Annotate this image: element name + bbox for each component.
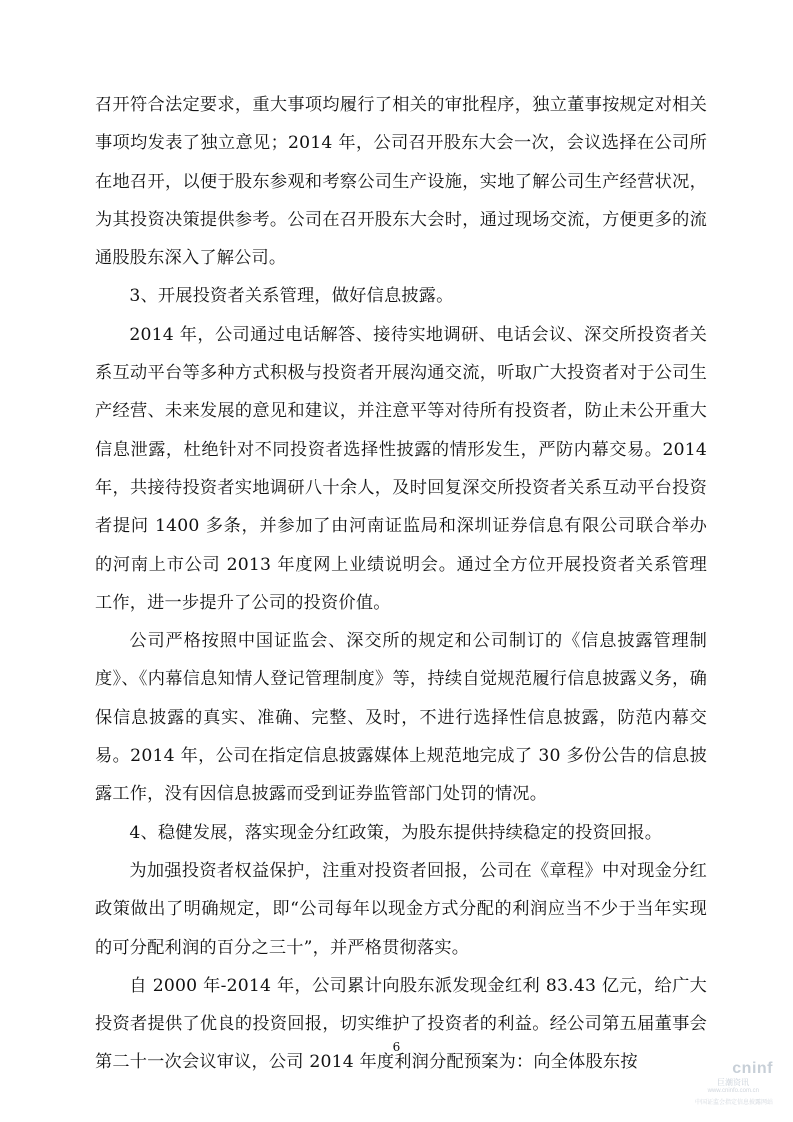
watermark-tagline: 中国证监会指定信息披露网站: [694, 1100, 773, 1106]
paragraph-dividend-policy: 为加强投资者权益保护，注重对投资者回报，公司在《章程》中对现金分红政策做出了明确规定，即“公司每年以现金方式分配的利润应当不少于当年实现的可分配利润的百分之三十”，并严格贯彻落实。: [95, 860, 707, 958]
watermark-logo: cninf: [732, 1060, 773, 1077]
heading-cash-dividend: 4、稳健发展，落实现金分红政策，为股东提供持续稳定的投资回报。: [129, 822, 663, 843]
document-body: [95, 86, 707, 1082]
paragraph-shareholder-meeting: 召开符合法定要求，重大事项均履行了相关的审批程序，独立董事按规定对相关事项均发表了独立意见；2014 年，公司召开股东大会一次，会议选择在公司所在地召开，以便于股东参观和考察公司生产设施，实地了解公司生产经营状况，为其投资决策提供参考。公司在召开股东大会时，通过现场交流，方便更多的流通股股东深入了解公司。: [95, 95, 707, 269]
watermark-url: www.cninfo.com.cn: [707, 1088, 759, 1094]
heading-investor-relations: 3、开展投资者关系管理，做好信息披露。: [129, 286, 454, 307]
page-number: 6: [392, 1040, 401, 1054]
paragraph-information-disclosure: 公司严格按照中国证监会、深交所的规定和公司制订的《信息披露管理制度》、《内幕信息知情人登记管理制度》等，持续自觉规范履行信息披露义务，确保信息披露的真实、准确、完整、及时，不进行选择性信息披露，防范内幕交易。2014 年，公司在指定信息披露媒体上规范地完成了 30 多份公告的信息披露工作，没有因信息披露而受到证券监管部门处罚的情况。: [95, 631, 707, 805]
cninfo-watermark: [629, 1060, 779, 1112]
watermark-name: 巨潮资讯: [717, 1078, 749, 1087]
paragraph-investor-communication: 2014 年，公司通过电话解答、接待实地调研、电话会议、深交所投资者关系互动平台等多种方式积极与投资者开展沟通交流，听取广大投资者对于公司生产经营、未来发展的意见和建议，并注意平等对待所有投资者，防止未公开重大信息泄露，杜绝针对不同投资者选择性披露的情形发生，严防内幕交易。2014 年，共接待投资者实地调研八十余人，及时回复深交所投资者关系互动平台投资者提问 1400 多条，并参加了由河南证监局和深圳证券信息有限公司联合举办的河南上市公司 2013 年度网上业绩说明会。通过全方位开展投资者关系管理工作，进一步提升了公司的投资价值。: [95, 324, 707, 613]
paragraph-dividend-history: 自 2000 年-2014 年，公司累计向股东派发现金红利 83.43 亿元，给广大投资者提供了优良的投资回报，切实维护了投资者的利益。经公司第五届董事会第二十一次会议审议，公司 2014 年度利润分配预案为：向全体股东按: [95, 975, 707, 1073]
